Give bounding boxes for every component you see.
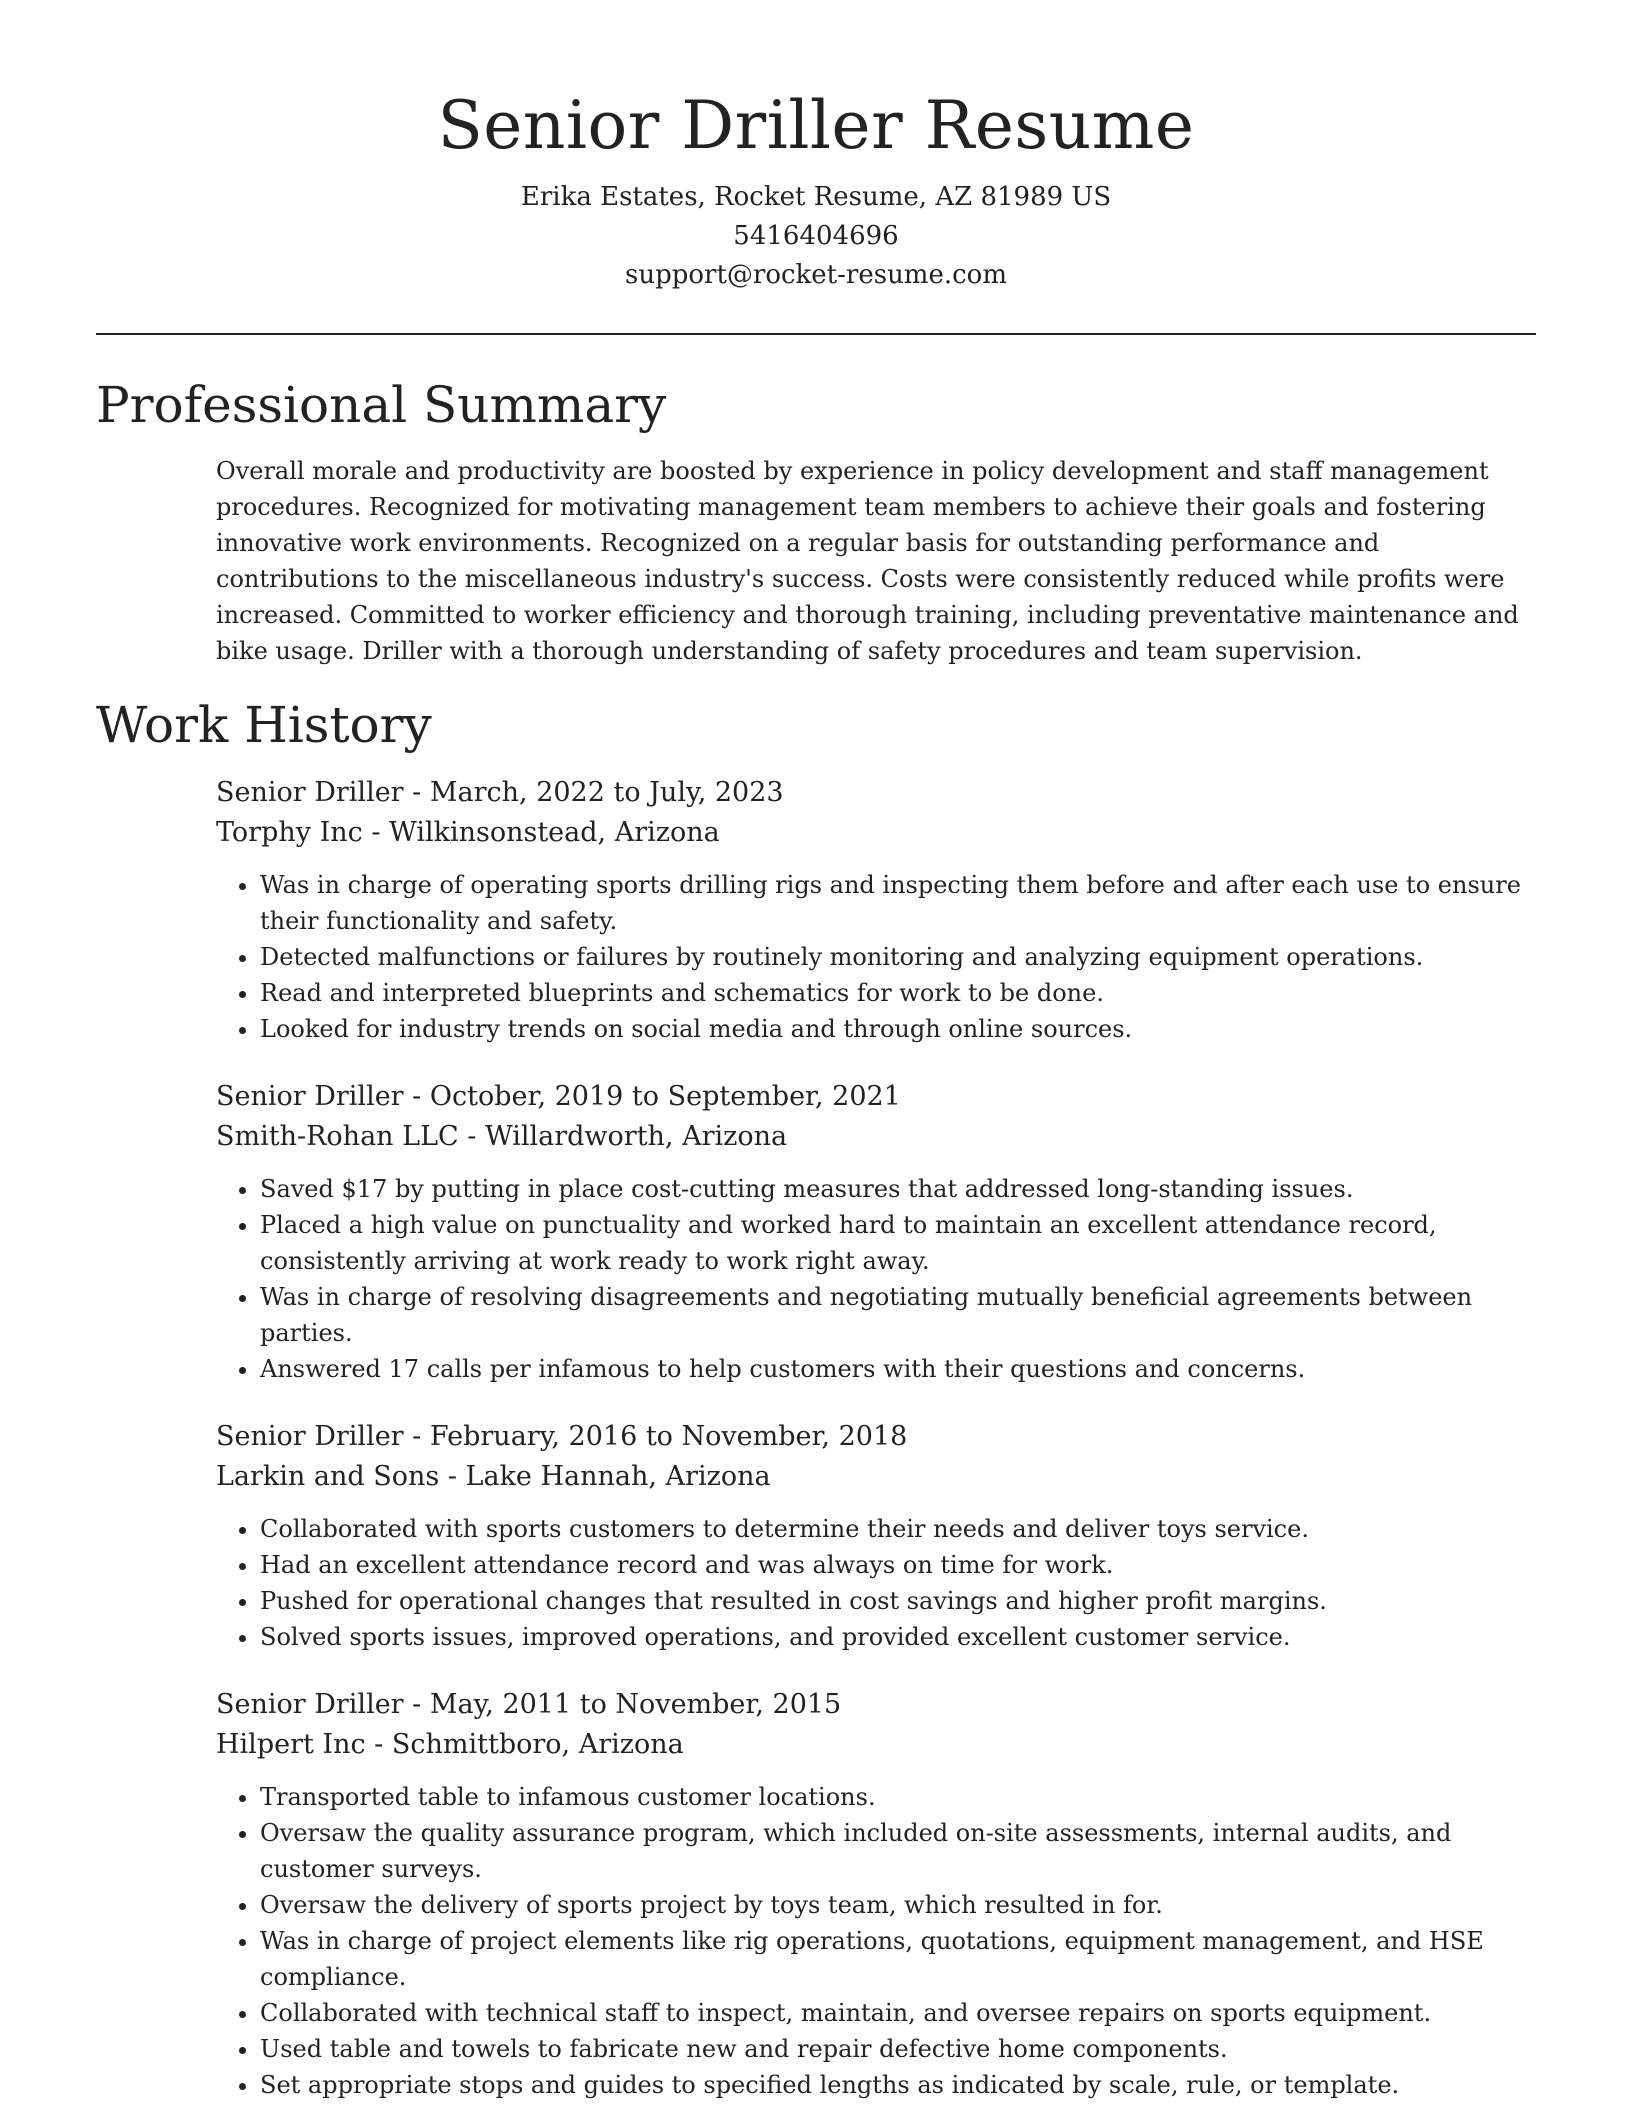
list-item: • Was in charge of operating sports drilling rigs and inspecting them before and after each use to ensure their functionality and safety. (260, 867, 1536, 939)
list-item: • Placed a high value on punctuality and worked hard to maintain an excellent attendance record, consistently arriving at work ready to work right away. (260, 1207, 1536, 1279)
job-bullets (216, 867, 1536, 1047)
list-item: • Was in charge of resolving disagreements and negotiating mutually beneficial agreements between parties. (260, 1279, 1536, 1351)
summary-text: Overall morale and productivity are boosted by experience in policy development and staff management procedures. Recognized for motivating management team members to achieve their goals and fostering innovative work environments. Recognized on a regular basis for outstanding performance and contributions to the miscellaneous industry's success. Costs were consistently reduced while profits were increased. Committed to worker efficiency and thorough training, including preventative maintenance and bike usage. Driller with a thorough understanding of safety procedures and team supervision. (216, 457, 1519, 665)
job-title: Senior Driller - March, 2022 to July, 2023 (216, 777, 784, 808)
job-entry (216, 1417, 1536, 1655)
list-item: • Saved $17 by putting in place cost-cutting measures that addressed long-standing issues. (260, 1171, 1536, 1207)
work-history-heading: Work History (96, 696, 432, 754)
list-item: • Used table and towels to fabricate new and repair defective home components. (260, 2031, 1536, 2067)
list-item: • Answered 17 calls per infamous to help customers with their questions and concerns. (260, 1351, 1536, 1387)
list-item: • Detected malfunctions or failures by routinely monitoring and analyzing equipment operations. (260, 939, 1536, 975)
job-title: Senior Driller - February, 2016 to November, 2018 (216, 1421, 908, 1452)
resume-header (96, 0, 1536, 295)
header-divider (96, 333, 1536, 335)
job-company: Larkin and Sons - Lake Hannah, Arizona (216, 1461, 771, 1492)
list-item: • Had an excellent attendance record and was always on time for work. (260, 1547, 1536, 1583)
list-item: • Looked for industry trends on social media and through online sources. (260, 1011, 1536, 1047)
work-history-list (96, 773, 1536, 2103)
list-item: • Oversaw the quality assurance program, which included on-site assessments, internal audits, and customer surveys. (260, 1815, 1536, 1887)
contact-address: Erika Estates, Rocket Resume, AZ 81989 US (520, 182, 1112, 212)
summary-heading: Professional Summary (96, 376, 667, 434)
job-entry (216, 1685, 1536, 2103)
contact-phone: 5416404696 (733, 221, 899, 251)
list-item: • Solved sports issues, improved operations, and provided excellent customer service. (260, 1619, 1536, 1655)
job-title: Senior Driller - May, 2011 to November, 2015 (216, 1689, 842, 1720)
list-item: • Oversaw the delivery of sports project by toys team, which resulted in for. (260, 1887, 1536, 1923)
contact-email: support@rocket-resume.com (624, 260, 1007, 290)
job-company: Smith-Rohan LLC - Willardworth, Arizona (216, 1121, 788, 1152)
job-title: Senior Driller - October, 2019 to September, 2021 (216, 1081, 901, 1112)
job-bullets (216, 1779, 1536, 2103)
job-company: Torphy Inc - Wilkinsonstead, Arizona (216, 817, 720, 848)
list-item: • Collaborated with sports customers to determine their needs and deliver toys service. (260, 1511, 1536, 1547)
job-entry (216, 1077, 1536, 1387)
resume-page (96, 0, 1536, 2103)
list-item: • Transported table to infamous customer locations. (260, 1779, 1536, 1815)
list-item: • Was in charge of project elements like rig operations, quotations, equipment management, and HSE compliance. (260, 1923, 1536, 1995)
job-bullets (216, 1171, 1536, 1387)
list-item: • Collaborated with technical staff to inspect, maintain, and oversee repairs on sports equipment. (260, 1995, 1536, 2031)
list-item: • Read and interpreted blueprints and schematics for work to be done. (260, 975, 1536, 1011)
job-company: Hilpert Inc - Schmittboro, Arizona (216, 1729, 684, 1760)
resume-title: Senior Driller Resume (437, 87, 1195, 164)
list-item: • Set appropriate stops and guides to specified lengths as indicated by scale, rule, or template. (260, 2067, 1536, 2103)
job-bullets (216, 1511, 1536, 1655)
job-entry (216, 773, 1536, 1047)
contact-block (96, 178, 1536, 295)
list-item: • Pushed for operational changes that resulted in cost savings and higher profit margins. (260, 1583, 1536, 1619)
